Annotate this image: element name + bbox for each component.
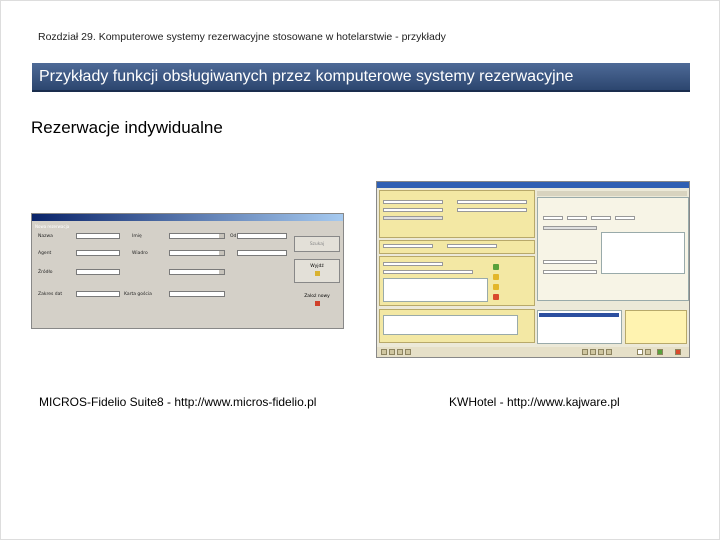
kwhotel-field	[383, 208, 443, 212]
fidelio-select	[169, 233, 225, 239]
fidelio-label: Karta gościa	[124, 292, 152, 297]
fidelio-select	[169, 250, 225, 256]
fidelio-exit-icon	[315, 271, 320, 276]
kwhotel-field	[447, 244, 497, 248]
fidelio-input	[237, 233, 287, 239]
fidelio-label: Wiadro	[132, 251, 148, 256]
kwhotel-toolbar-button	[606, 349, 612, 355]
kwhotel-field	[543, 226, 597, 230]
fidelio-screenshot	[31, 213, 344, 329]
kwhotel-cost-table	[601, 232, 685, 274]
fidelio-input	[237, 250, 287, 256]
fidelio-title-bar	[32, 214, 343, 229]
kwhotel-selected-room	[539, 313, 619, 317]
kwhotel-delete-icon	[493, 294, 499, 300]
kwhotel-toolbar-button	[598, 349, 604, 355]
fidelio-new-label: Zaloż nowy	[304, 294, 330, 299]
kwhotel-field	[383, 200, 443, 204]
kwhotel-cancel-button	[675, 349, 681, 355]
kwhotel-info-box	[625, 310, 687, 344]
kwhotel-field	[383, 216, 443, 220]
fidelio-window-title: Nowa rezerwacja	[35, 224, 70, 229]
fidelio-new-icon	[315, 301, 320, 306]
kwhotel-field	[383, 244, 433, 248]
kwhotel-toolbar-button	[590, 349, 596, 355]
kwhotel-field	[543, 270, 597, 274]
kwhotel-toolbar-button	[645, 349, 651, 355]
fidelio-input	[76, 233, 120, 239]
kwhotel-toolbar-button	[405, 349, 411, 355]
kwhotel-field	[615, 216, 635, 220]
kwhotel-toolbar-button	[381, 349, 387, 355]
kwhotel-screenshot	[376, 181, 690, 358]
kwhotel-toolbar	[377, 347, 690, 357]
kwhotel-field	[383, 270, 473, 274]
kwhotel-tab-strip	[537, 191, 687, 196]
fidelio-exit-button	[294, 259, 340, 283]
fidelio-input	[76, 250, 120, 256]
kwhotel-field	[457, 200, 527, 204]
kwhotel-field	[591, 216, 611, 220]
fidelio-new-button	[294, 290, 340, 316]
fidelio-input	[76, 291, 120, 297]
fidelio-caption: MICROS-Fidelio Suite8 - http://www.micros-fidelio.pl	[39, 395, 317, 409]
kwhotel-field	[543, 260, 597, 264]
fidelio-search-button: Szukaj	[294, 236, 340, 252]
kwhotel-toolbar-button	[637, 349, 643, 355]
slide-subtitle: Rezerwacje indywidualne	[31, 118, 223, 137]
section-banner	[32, 63, 690, 92]
fidelio-select	[169, 269, 225, 275]
kwhotel-title-bar	[377, 182, 689, 188]
fidelio-label: Zakres dat	[38, 292, 63, 297]
kwhotel-toolbar-button	[582, 349, 588, 355]
fidelio-input	[76, 269, 120, 275]
kwhotel-edit-icon	[493, 284, 499, 290]
fidelio-label: Źródło	[38, 270, 53, 275]
kwhotel-toolbar-button	[397, 349, 403, 355]
kwhotel-guest-panel	[379, 190, 535, 238]
kwhotel-caption: KWHotel - http://www.kajware.pl	[449, 395, 620, 409]
banner-title: Przykłady funkcji obsługiwanych przez komputerowe systemy rezerwacyjne	[39, 68, 574, 85]
fidelio-label: Od	[230, 234, 237, 239]
fidelio-input	[169, 291, 225, 297]
kwhotel-edit-icon	[493, 264, 499, 270]
fidelio-label: Nazwa	[38, 234, 53, 239]
kwhotel-field	[567, 216, 587, 220]
kwhotel-edit-icon	[493, 274, 499, 280]
kwhotel-notes	[383, 278, 488, 302]
kwhotel-field	[457, 208, 527, 212]
fidelio-label: Imię	[132, 234, 142, 239]
kwhotel-toolbar-button	[389, 349, 395, 355]
fidelio-label: Agent	[38, 251, 52, 256]
kwhotel-ok-button	[657, 349, 663, 355]
kwhotel-field	[543, 216, 563, 220]
kwhotel-field	[383, 262, 443, 266]
kwhotel-remarks-box	[383, 315, 518, 335]
fidelio-exit-label: Wyjdź	[310, 264, 324, 269]
chapter-header: Rozdział 29. Komputerowe systemy rezerwacyjne stosowane w hotelarstwie - przykłady	[38, 31, 446, 43]
